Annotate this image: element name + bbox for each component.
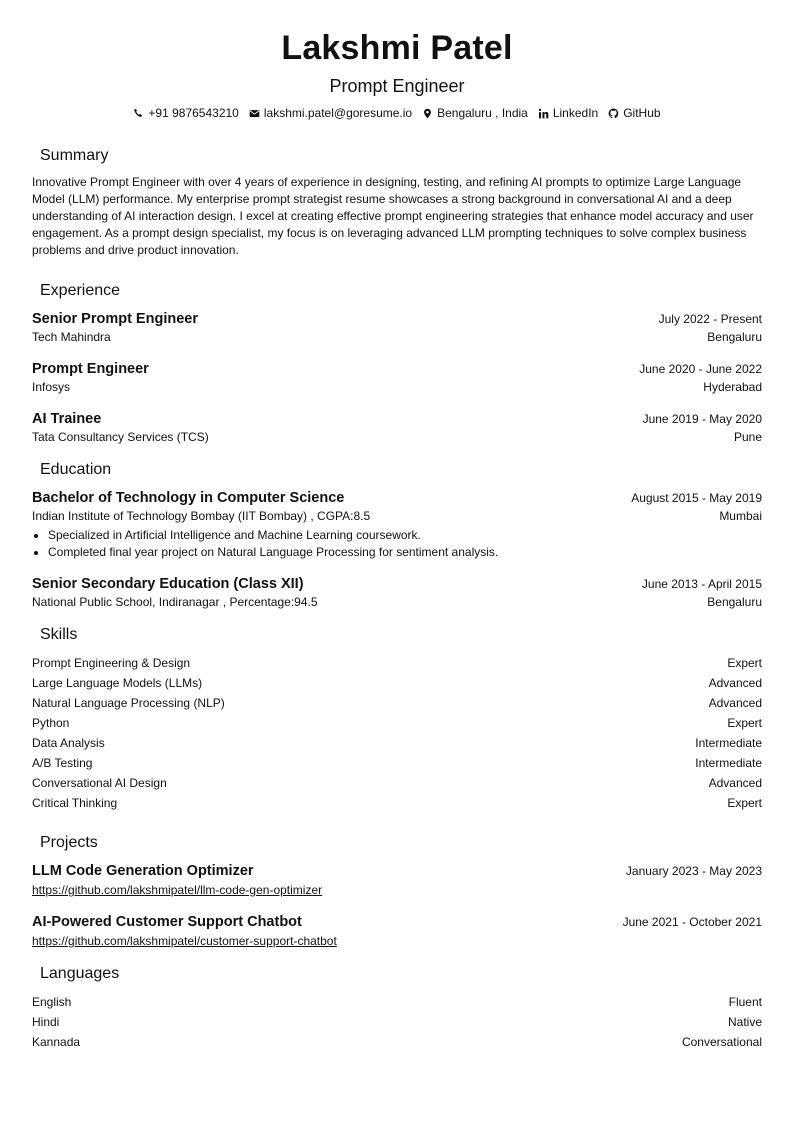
degree-dates: June 2013 - April 2015	[641, 577, 762, 591]
job-location: Bengaluru	[707, 330, 762, 344]
job-dates: June 2019 - May 2020	[642, 412, 762, 426]
linkedin-icon	[538, 108, 549, 119]
skill-name: Data Analysis	[32, 736, 105, 750]
language-row	[32, 992, 762, 1012]
language-row	[32, 1032, 762, 1052]
skill-row	[32, 693, 762, 713]
email-icon	[249, 108, 260, 119]
skill-level: Expert	[727, 656, 762, 670]
education-heading: Education	[40, 461, 112, 478]
skill-name: A/B Testing	[32, 756, 93, 770]
skills-section	[32, 625, 762, 813]
project-title: LLM Code Generation Optimizer	[32, 863, 254, 879]
summary-section	[32, 146, 762, 259]
project-dates: January 2023 - May 2023	[625, 864, 762, 878]
skill-row	[32, 773, 762, 793]
skill-level: Intermediate	[695, 756, 762, 770]
school-location: Bengaluru	[707, 595, 762, 609]
contact-linkedin[interactable]	[538, 106, 598, 120]
job-title: Prompt Engineer	[32, 361, 149, 377]
contact-phone-text: +91 9876543210	[148, 106, 239, 120]
projects-section	[32, 833, 762, 950]
education-entry	[32, 488, 762, 561]
education-bullets	[32, 527, 762, 561]
contact-email[interactable]	[249, 106, 412, 120]
degree-dates: August 2015 - May 2019	[631, 491, 762, 505]
language-name: Hindi	[32, 1015, 60, 1029]
skill-level: Advanced	[708, 696, 762, 710]
languages-section	[32, 964, 762, 1052]
skill-name: Conversational AI Design	[32, 776, 167, 790]
github-icon	[608, 108, 619, 119]
education-section	[32, 460, 762, 611]
contact-github-text: GitHub	[623, 106, 661, 120]
job-location: Pune	[733, 430, 762, 444]
job-title: Senior Prompt Engineer	[32, 311, 198, 327]
contact-location-text: Bengaluru , India	[437, 106, 528, 120]
skill-row	[32, 753, 762, 773]
job-company: Infosys	[32, 380, 71, 394]
languages-heading: Languages	[40, 965, 120, 982]
degree-title: Bachelor of Technology in Computer Science	[32, 490, 345, 506]
language-level: Fluent	[728, 995, 762, 1009]
language-level: Native	[727, 1015, 762, 1029]
school-location: Mumbai	[719, 509, 762, 523]
project-link[interactable]: https://github.com/lakshmipatel/llm-code-gen-optimizer	[32, 883, 323, 897]
contact-phone[interactable]	[133, 106, 238, 120]
project-dates: June 2021 - October 2021	[622, 915, 762, 929]
contact-bar	[32, 106, 762, 120]
contact-github[interactable]	[608, 106, 660, 120]
skill-row	[32, 733, 762, 753]
summary-heading: Summary	[40, 147, 109, 164]
projects-heading: Projects	[40, 834, 98, 851]
job-dates: June 2020 - June 2022	[639, 362, 762, 376]
skill-name: Prompt Engineering & Design	[32, 656, 191, 670]
phone-icon	[133, 108, 144, 119]
skill-row	[32, 673, 762, 693]
skill-row	[32, 793, 762, 813]
experience-entry	[32, 409, 762, 446]
skills-heading: Skills	[40, 626, 78, 643]
skill-name: Python	[32, 716, 70, 730]
skill-row	[32, 653, 762, 673]
experience-entry	[32, 359, 762, 396]
project-title: AI-Powered Customer Support Chatbot	[32, 914, 302, 930]
language-row	[32, 1012, 762, 1032]
skill-level: Expert	[727, 716, 762, 730]
language-name: English	[32, 995, 72, 1009]
contact-email-text: lakshmi.patel@goresume.io	[263, 106, 413, 120]
school-name: National Public School, Indiranagar , Percentage:94.5	[32, 595, 318, 609]
school-name: Indian Institute of Technology Bombay (IIT Bombay) , CGPA:8.5	[32, 509, 371, 523]
project-link[interactable]: https://github.com/lakshmipatel/customer-support-chatbot	[32, 934, 337, 948]
degree-title: Senior Secondary Education (Class XII)	[32, 576, 304, 592]
location-icon	[422, 108, 433, 119]
job-company: Tech Mahindra	[32, 330, 111, 344]
skill-name: Critical Thinking	[32, 796, 118, 810]
skill-name: Large Language Models (LLMs)	[32, 676, 203, 690]
summary-text: Innovative Prompt Engineer with over 4 years of experience in designing, testing, and refining AI prompts to optimize Large Language Model (LLM) performance. My enterprise prompt strategist resume showcases a strong background in conversational AI and a deep understanding of AI interaction design. I excel at creating effective prompt engineering strategies that enhance model accuracy and user engagement. As a prompt design specialist, my focus is on leveraging advanced LLM prompting techniques to solve complex business problems and drive product innovation.	[32, 175, 754, 257]
skill-level: Advanced	[708, 676, 762, 690]
job-dates: July 2022 - Present	[658, 312, 762, 326]
candidate-title: Prompt Engineer	[329, 76, 465, 96]
skill-level: Advanced	[708, 776, 762, 790]
job-company: Tata Consultancy Services (TCS)	[32, 430, 209, 444]
education-bullet: • Completed final year project on Natural Language Processing for sentiment analysis.	[48, 544, 762, 561]
contact-location	[422, 106, 528, 120]
education-bullet: • Specialized in Artificial Intelligence and Machine Learning coursework.	[48, 527, 762, 544]
resume-header	[32, 28, 762, 120]
language-level: Conversational	[681, 1035, 762, 1049]
project-entry	[32, 912, 762, 950]
project-entry	[32, 861, 762, 899]
job-location: Hyderabad	[703, 380, 762, 394]
job-title: AI Trainee	[32, 411, 102, 427]
language-name: Kannada	[32, 1035, 81, 1049]
skill-row	[32, 713, 762, 733]
experience-heading: Experience	[40, 282, 121, 299]
contact-linkedin-text: LinkedIn	[552, 106, 599, 120]
candidate-name: Lakshmi Patel	[281, 29, 513, 67]
skill-level: Expert	[727, 796, 762, 810]
education-entry	[32, 574, 762, 611]
experience-entry	[32, 309, 762, 346]
skill-name: Natural Language Processing (NLP)	[32, 696, 225, 710]
experience-section	[32, 281, 762, 446]
skill-level: Intermediate	[695, 736, 762, 750]
